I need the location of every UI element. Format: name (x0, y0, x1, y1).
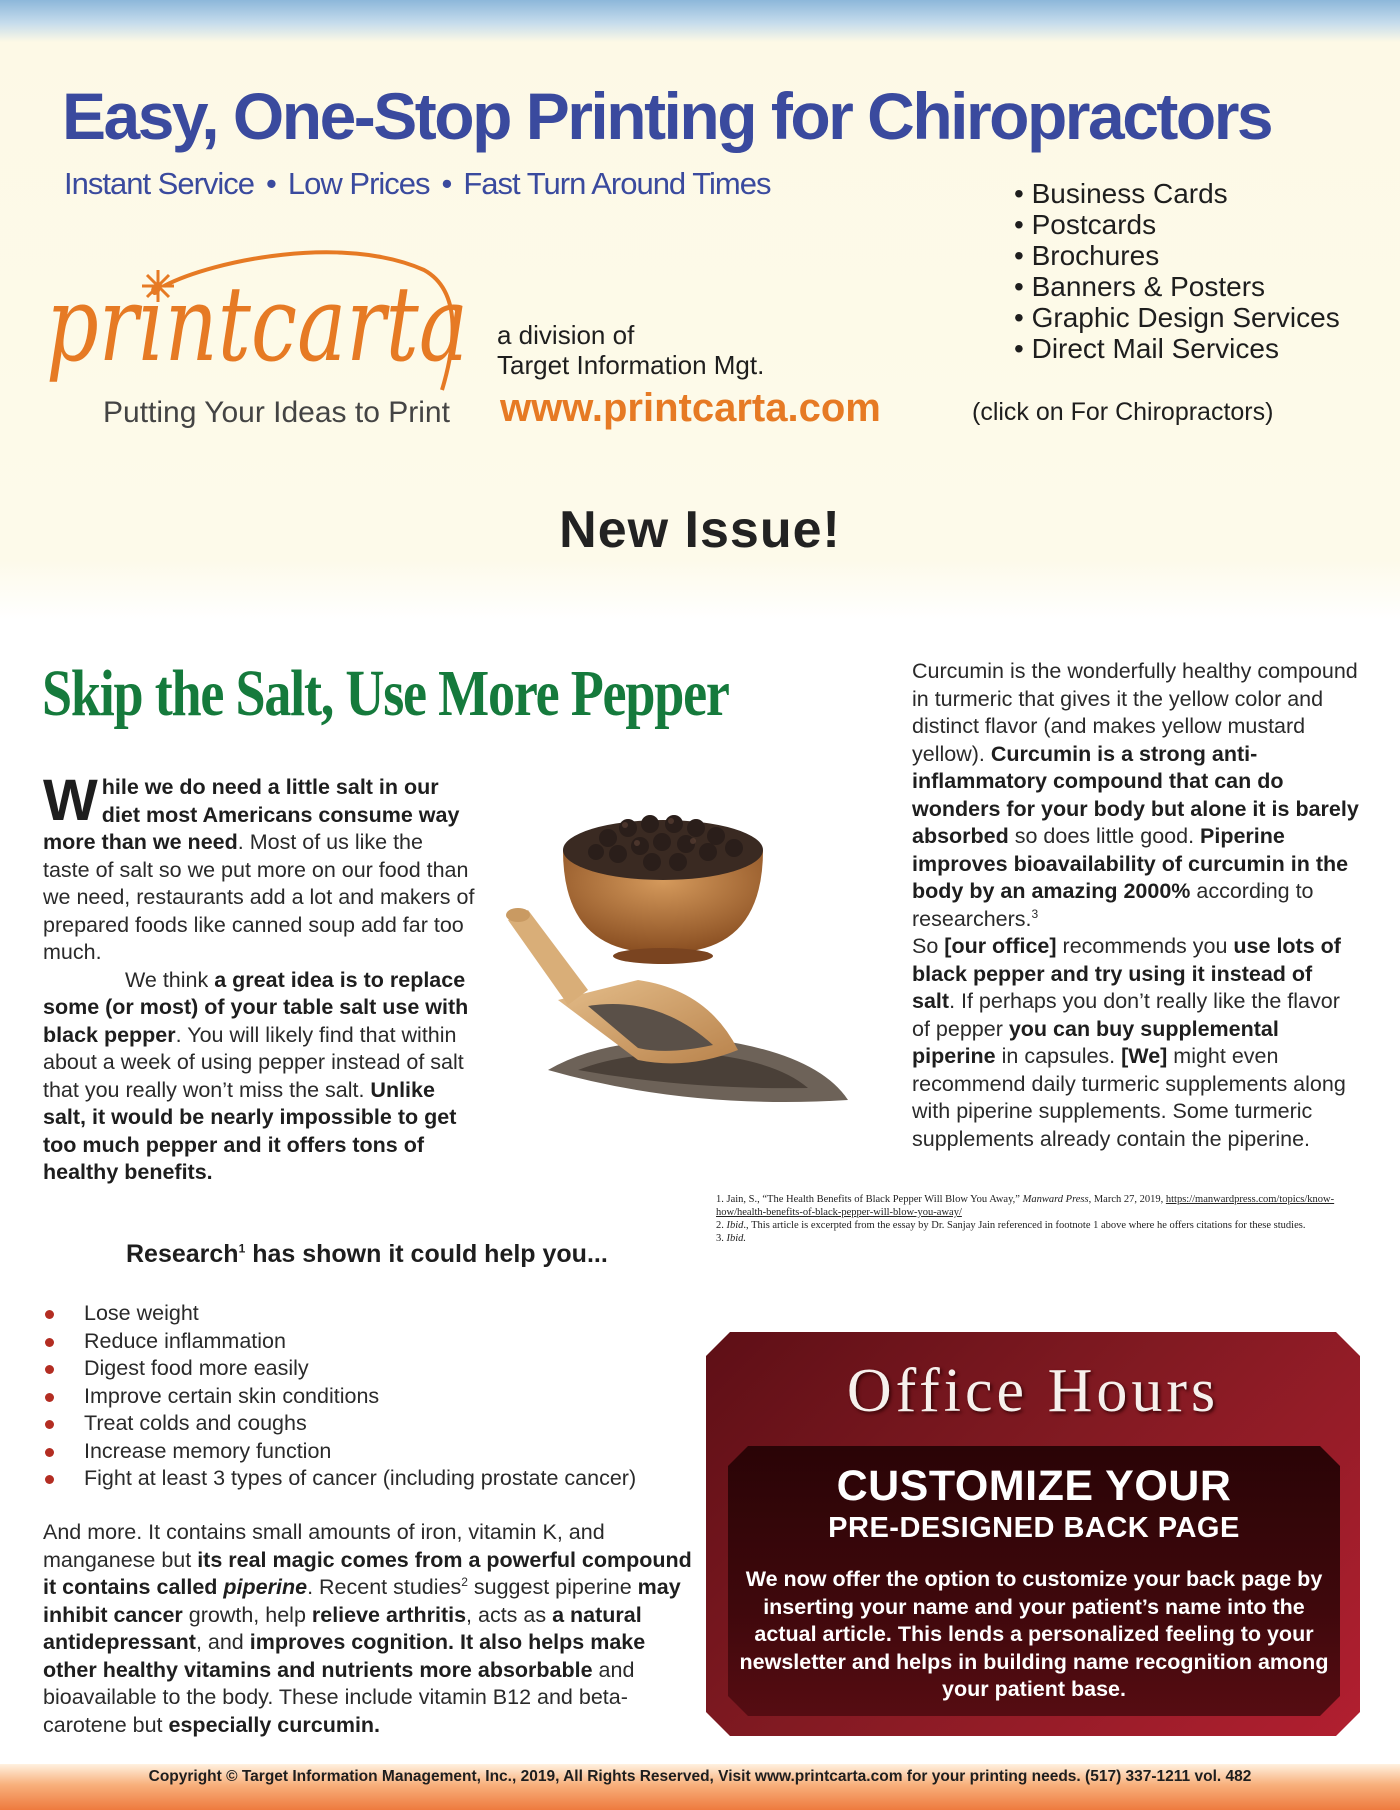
top-gradient-strip (0, 0, 1400, 42)
benefit-item: Improve certain skin conditions (43, 1383, 636, 1411)
tagline-separator: • (266, 166, 276, 201)
service-item: • Banners & Posters (1014, 271, 1340, 302)
benefit-item: Fight at least 3 types of cancer (including prostate cancer) (43, 1465, 636, 1493)
service-item: • Business Cards (1014, 178, 1340, 209)
recommendation-paragraph: We think a great idea is to replace some (or most) of your table salt use with black pepper. You will likely find that within about a week of using pepper instead of salt that you really won’t miss the salt. Unlike salt, it would be nearly impossible to get too much pepper and it offers tons of healthy benefits. (43, 967, 469, 1184)
footer-copyright: Copyright © Target Information Management, Inc., 2019, All Rights Reserved, Visit www.printcarta.com for your printing needs. (517) 337-1211 vol. 482 (148, 1768, 1252, 1785)
office-recommendation-paragraph: So [our office] recommends you use lots of black pepper and try using it instead of salt. If perhaps you don’t really like the flavor of pepper you can buy supplemental piperine in capsules. [We] might even recommend daily turmeric supplements along with piperine supplements. Some turmeric supplements already contain the piperine. (912, 934, 1346, 1151)
service-item: • Postcards (1014, 209, 1340, 240)
benefit-item: Lose weight (43, 1300, 636, 1328)
benefit-item: Increase memory function (43, 1438, 636, 1466)
intro-paragraph: While we do need a little salt in our diet most Americans consume way more than we need. Most of us like the taste of salt so we put more on our food than we need, restaurants add a lot and makers of prepared foods like canned soup add far too much. (43, 768, 475, 964)
tagline-turnaround: Fast Turn Around Times (463, 166, 771, 201)
customize-body: We now offer the option to customize your back page by inserting your name and your patient’s name into the actual article. This lends a personalized feeling to your newsletter and helps in building name recognition among your patient base. (739, 1567, 1329, 1701)
benefit-item: Reduce inflammation (43, 1328, 636, 1356)
tagline-instant-service: Instant Service (64, 166, 255, 201)
division-text (497, 320, 764, 380)
footnotes (716, 1193, 1362, 1245)
research-heading: Research$^1$ has shown it could help you... (126, 1240, 608, 1268)
logo-tagline: Putting Your Ideas to Print (103, 396, 450, 429)
article-column-left (43, 768, 475, 1187)
service-item: • Graphic Design Services (1014, 302, 1340, 333)
new-issue-heading: New Issue! (559, 501, 841, 559)
pepper-bowl-image (488, 770, 878, 1140)
tagline-low-prices: Low Prices (287, 166, 430, 201)
logo-wordmark: printcarta (46, 263, 468, 385)
services-list (1014, 178, 1340, 364)
footnote-3: 3. Ibid. (716, 1233, 747, 1244)
footnote-link[interactable]: https://manwardpress.com/topics/know-how/health-benefits-of-black-pepper-will-blow-you-away/ (716, 1194, 1335, 1218)
taglines (64, 166, 770, 202)
office-hours-title: Office Hours (846, 1357, 1220, 1425)
website-link[interactable]: www.printcarta.com (500, 386, 881, 430)
footnote-1: 1. Jain, S., “The Health Benefits of Black Pepper Will Blow You Away,” Manward Press, March 27, 2019, https://manwardpress.com/topics/know-how/health-benefits-of-black-pepper-will-blow-you-away/ (716, 1194, 1335, 1218)
article-title: Skip the Salt, Use More Pepper (42, 657, 729, 730)
headline: Easy, One-Stop Printing for Chiropractors (62, 79, 1272, 153)
benefits-list (43, 1300, 636, 1493)
benefit-item: Treat colds and coughs (43, 1410, 636, 1438)
tagline-separator: • (441, 166, 452, 201)
customize-title: CUSTOMIZE YOUR (836, 1462, 1232, 1510)
article-column-right (912, 658, 1360, 1153)
customize-subtitle: PRE-DESIGNED BACK PAGE (828, 1512, 1240, 1544)
service-item: • Brochures (1014, 240, 1340, 271)
footnote-2: 2. Ibid., This article is excerpted from the essay by Dr. Sanjay Jain referenced in footnote 1 above where he offers citations for these studies. (716, 1220, 1306, 1231)
curcumin-paragraph: Curcumin is the wonderfully healthy compound in turmeric that gives it the yellow color and distinct flavor (and makes yellow mustard yellow). Curcumin is a strong anti-inflammatory compound that can do wonders for your body but alone it is barely absorbed so does little good. Piperine improves bioavailability of curcumin in the body by an amazing 2000% according to researchers.$^3$ (912, 659, 1359, 931)
division-company: Target Information Mgt. (497, 350, 765, 380)
division-line: a division of (497, 320, 635, 350)
benefit-item: Digest food more easily (43, 1355, 636, 1383)
piperine-paragraph: And more. It contains small amounts of iron, vitamin K, and manganese but its real magic comes from a powerful compound it contains called piperine. Recent studies$^2$ suggest piperine may inhibit cancer growth, help relieve arthritis, acts as a natural antidepressant, and improves cognition. It also helps make other healthy vitamins and nutrients more absorbable and bioavailable to the body. These include vitamin B12 and beta-carotene but especially curcumin. (43, 1520, 692, 1737)
drop-cap: W (43, 768, 98, 833)
website-note: (click on For Chiropractors) (972, 398, 1274, 426)
service-item: • Direct Mail Services (1014, 333, 1340, 364)
